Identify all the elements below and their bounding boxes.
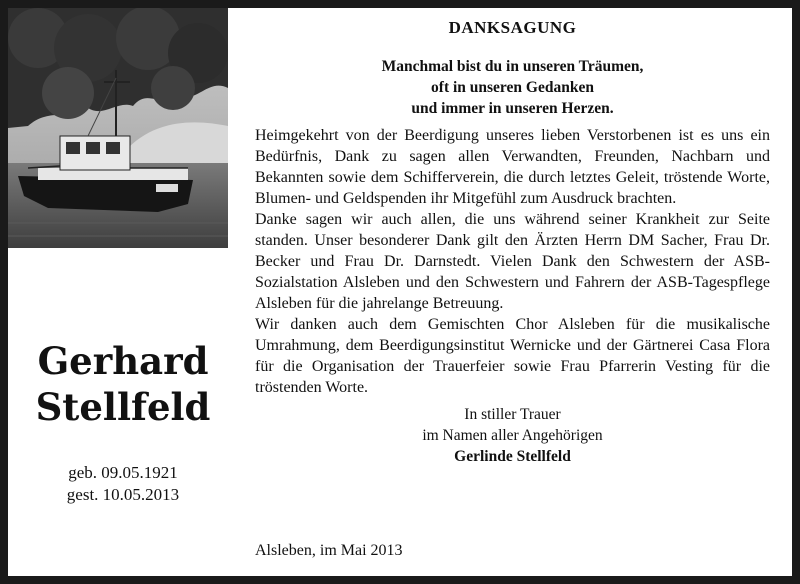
paragraph: Danke sagen wir auch allen, die uns während seiner Krankheit zur Seite standen. Unser besonderer Dank gilt den Ärzten Herrn DM Sacher, Frau Dr. Becker und Frau Dr. Darnstedt. Vielen Dank den Schwestern der ASB-Sozialstation Alsleben und den Schwestern und Fahrern der ASB-Tagespflege Alsleben für die jahrelange Betreuung. <box>255 211 770 312</box>
verse-line: Manchmal bist du in unseren Träumen, <box>381 58 644 75</box>
death-date: gest. 10.05.2013 <box>66 485 180 504</box>
verse-line: und immer in unseren Herzen. <box>411 100 614 117</box>
verse <box>255 56 770 119</box>
signature-line: im Namen aller Angehörigen <box>422 427 603 444</box>
thanks-text <box>255 125 770 398</box>
verse-line: oft in unseren Gedanken <box>431 79 594 96</box>
paragraph: Wir danken auch dem Gemischten Chor Alsleben für die musikalische Umrahmung, dem Beerdigungsinstitut Wernicke und der Gärtnerei Casa Flora für die Organisation der Trauerfeier sowie Frau Pfarrerin Vesting für die tröstenden Worte. <box>255 316 770 396</box>
deceased-name <box>8 338 238 430</box>
place-date: Alsleben, im Mai 2013 <box>255 542 403 559</box>
signature <box>255 404 770 467</box>
deceased-first-name: Gerhard <box>37 339 209 383</box>
birth-date: geb. 09.05.1921 <box>68 463 178 482</box>
signature-line: In stiller Trauer <box>464 406 561 423</box>
boat-photo <box>8 8 228 248</box>
thanks-column <box>255 18 770 467</box>
deceased-last-name: Stellfeld <box>35 385 211 429</box>
life-dates <box>8 462 238 506</box>
left-column <box>8 8 228 576</box>
signature-name: Gerlinde Stellfeld <box>454 448 571 465</box>
paragraph: Heimgekehrt von der Beerdigung unseres lieben Verstorbenen ist es uns ein Bedürfnis, Dank zu sagen allen Verwandten, Freunden, Nachbarn und Bekannten sowie dem Schifferverein, die durch letztes Geleit, tröstende Worte, Blumen- und Geldspenden ihr Mitgefühl zum Ausdruck brachten. <box>255 127 770 207</box>
heading: DANKSAGUNG <box>448 18 577 37</box>
